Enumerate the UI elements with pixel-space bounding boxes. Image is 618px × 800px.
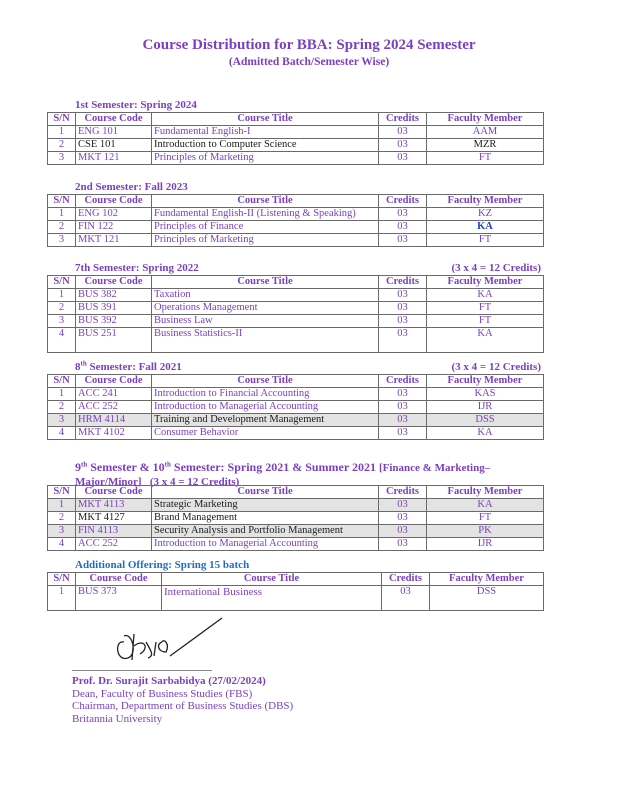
- signature-image: [110, 612, 230, 670]
- credit-note: (3 x 4 = 12 Credits): [451, 262, 541, 274]
- semester-1-section: [47, 99, 543, 165]
- table-row: 4 BUS 251 Business Statistics-II 03 KA: [48, 328, 544, 353]
- table-header-row: S/N Course Code Course Title Credits Faculty Member: [48, 276, 544, 289]
- table-row: 3 HRM 4114 Training and Development Management 03 DSS: [48, 414, 544, 427]
- course-table: [47, 572, 544, 611]
- semester-8-section: [47, 361, 543, 440]
- table-header-row: S/N Course Code Course Title Credits Faculty Member: [48, 113, 544, 126]
- institution-name: Britannia University: [72, 712, 163, 725]
- section-heading: 8th Semester: Fall 2021: [75, 359, 182, 373]
- table-row: 4 ACC 252 Introduction to Managerial Accounting 03 IJR: [48, 538, 544, 551]
- semester-2-section: [47, 181, 543, 247]
- section-heading: 2nd Semester: Fall 2023: [75, 181, 188, 193]
- course-table: [47, 275, 544, 353]
- course-table: [47, 112, 544, 165]
- section-heading: 7th Semester: Spring 2022: [75, 262, 199, 274]
- table-row: 1 ENG 101 Fundamental English-I 03 AAM: [48, 126, 544, 139]
- signatory-block: [72, 675, 293, 725]
- semester-9-10-section: [47, 485, 543, 551]
- table-row: 4 MKT 4102 Consumer Behavior 03 KA: [48, 427, 544, 440]
- credit-note: (3 x 4 = 12 Credits): [149, 476, 240, 488]
- page-title: Course Distribution for BBA: Spring 2024 Semester: [142, 37, 476, 53]
- table-row: 1 MKT 4113 Strategic Marketing 03 KA: [48, 499, 544, 512]
- table-row: 2 FIN 122 Principles of Finance 03 KA: [48, 221, 544, 234]
- table-row: 2 ACC 252 Introduction to Managerial Accounting 03 IJR: [48, 401, 544, 414]
- table-header-row: S/N Course Code Course Title Credits Faculty Member: [48, 573, 544, 586]
- table-row: 2 CSE 101 Introduction to Computer Science 03 MZR: [48, 139, 544, 152]
- table-row: 1 ACC 241 Introduction to Financial Accounting 03 KAS: [48, 388, 544, 401]
- signatory-title: Chairman, Department of Business Studies (DBS): [72, 700, 294, 712]
- page-subtitle: (Admitted Batch/Semester Wise): [228, 56, 390, 68]
- table-row: 3 FIN 4113 Security Analysis and Portfolio Management 03 PK: [48, 525, 544, 538]
- table-row: 2 MKT 4127 Brand Management 03 FT: [48, 512, 544, 525]
- course-table: [47, 194, 544, 247]
- additional-offering-heading: Additional Offering: Spring 15 batch: [75, 559, 250, 571]
- table-row: 1 BUS 382 Taxation 03 KA: [48, 289, 544, 302]
- table-row: 3 MKT 121 Principles of Marketing 03 FT: [48, 152, 544, 165]
- semester-9-10-heading: 9th Semester & 10th Semester: Spring 2021 & Summer 2021 [Finance & Marketing– Major/Minor] (3 x 4 = 12 Credits): [75, 460, 491, 488]
- signature-line: [72, 670, 212, 671]
- course-table: [47, 374, 544, 440]
- table-header-row: S/N Course Code Course Title Credits Faculty Member: [48, 486, 544, 499]
- table-row: 3 BUS 392 Business Law 03 FT: [48, 315, 544, 328]
- signatory-title: Dean, Faculty of Business Studies (FBS): [72, 687, 253, 700]
- semester-7-section: [47, 262, 543, 353]
- additional-offering-section: [47, 572, 543, 611]
- signatory-name: Prof. Dr. Surajit Sarbabidya (27/02/2024): [72, 675, 266, 687]
- table-header-row: S/N Course Code Course Title Credits Faculty Member: [48, 195, 544, 208]
- section-heading: 1st Semester: Spring 2024: [75, 99, 197, 111]
- table-row: 1 ENG 102 Fundamental English-II (Listening & Speaking) 03 KZ: [48, 208, 544, 221]
- table-header-row: S/N Course Code Course Title Credits Faculty Member: [48, 375, 544, 388]
- table-row: 2 BUS 391 Operations Management 03 FT: [48, 302, 544, 315]
- table-row: 1 BUS 373 International Business 03 DSS: [48, 586, 544, 611]
- table-row: 3 MKT 121 Principles of Marketing 03 FT: [48, 234, 544, 247]
- course-table: [47, 485, 544, 551]
- credit-note: (3 x 4 = 12 Credits): [451, 361, 541, 373]
